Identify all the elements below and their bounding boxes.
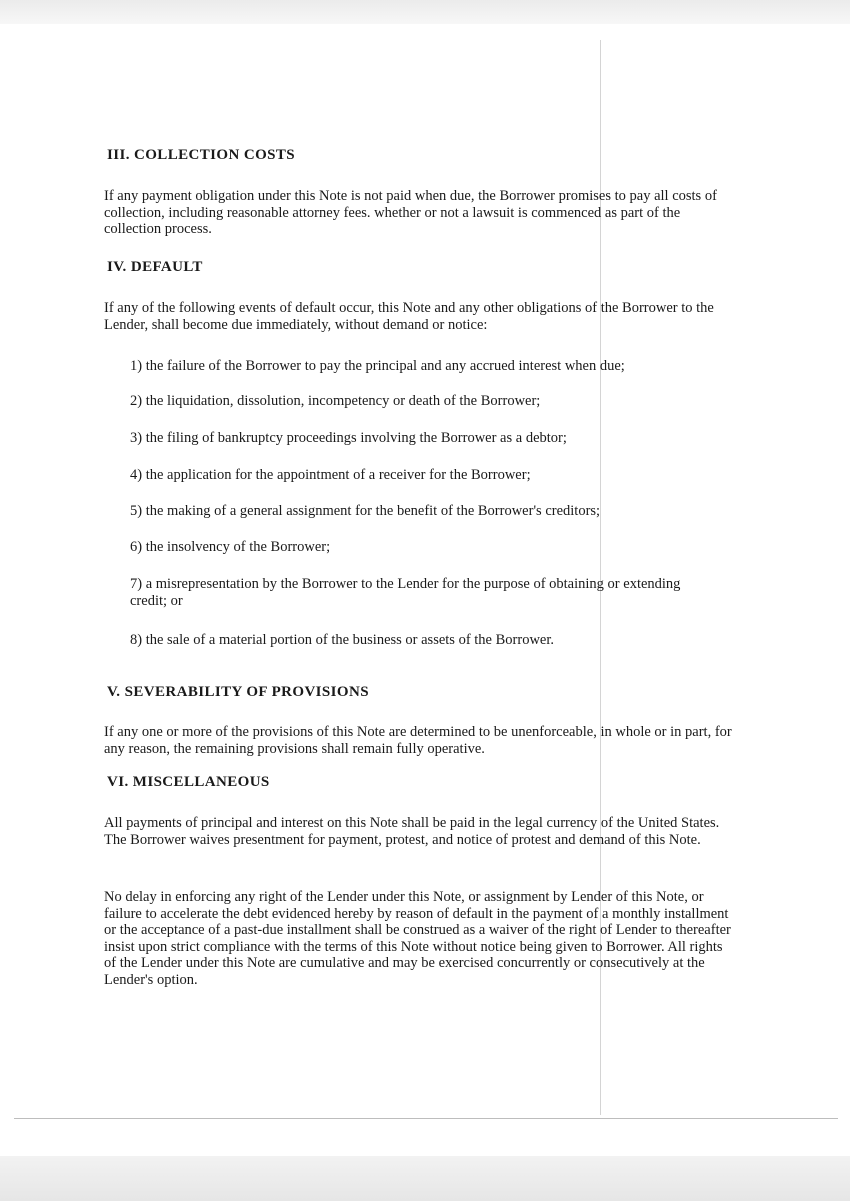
page-bottom-rule — [14, 1118, 838, 1119]
section-heading-severability: V. SEVERABILITY OF PROVISIONS — [107, 684, 369, 700]
default-intro-paragraph: If any of the following events of default occur, this Note and any other obligations of the Borrower to the Lender, shall become due immediately, without demand or notice: — [104, 300, 714, 333]
default-item-3: 3) the filing of bankruptcy proceedings involving the Borrower as a debtor; — [130, 430, 567, 446]
default-item-2: 2) the liquidation, dissolution, incompetency or death of the Borrower; — [130, 393, 541, 409]
default-item-8: 8) the sale of a material portion of the business or assets of the Borrower. — [130, 632, 555, 648]
section-heading-collection-costs: III. COLLECTION COSTS — [107, 147, 296, 163]
section-heading-miscellaneous: VI. MISCELLANEOUS — [107, 774, 270, 790]
miscellaneous-paragraph-1: All payments of principal and interest on this Note shall be paid in the legal currency of the United States. The Borrower waives presentment for payment, protest, and notice of protest and demand of this Note. — [104, 815, 720, 848]
default-item-1: 1) the failure of the Borrower to pay the principal and any accrued interest when due; — [130, 358, 625, 374]
miscellaneous-paragraph-2: No delay in enforcing any right of the Lender under this Note, or assignment by Lender of this Note, or failure to accelerate the debt evidenced hereby by reason of default in the payment of a monthly installment or the acceptance of a past-due installment shall be construed as a waiver of the right of Lender to thereafter insist upon strict compliance with the terms of this Note without notice being given to Borrower. All rights of the Lender under this Note are cumulative and may be exercised concurrently or consecutively at the Lender's option. — [104, 889, 731, 988]
scan-top-edge — [0, 0, 850, 24]
default-item-4: 4) the application for the appointment of a receiver for the Borrower; — [130, 467, 531, 483]
default-item-6: 6) the insolvency of the Borrower; — [130, 539, 331, 555]
default-item-7: 7) a misrepresentation by the Borrower to the Lender for the purpose of obtaining or extending credit; or — [130, 576, 681, 609]
scan-bottom-edge — [0, 1156, 850, 1201]
default-item-5: 5) the making of a general assignment for the benefit of the Borrower's creditors; — [130, 503, 601, 519]
section-heading-default: IV. DEFAULT — [107, 259, 203, 275]
collection-costs-paragraph: If any payment obligation under this Note is not paid when due, the Borrower promises to pay all costs of collection, including reasonable attorney fees. whether or not a lawsuit is commenced as part of the collection process. — [104, 188, 717, 237]
severability-paragraph: If any one or more of the provisions of this Note are determined to be unenforceable, in whole or in part, for any reason, the remaining provisions shall remain fully operative. — [104, 724, 732, 757]
